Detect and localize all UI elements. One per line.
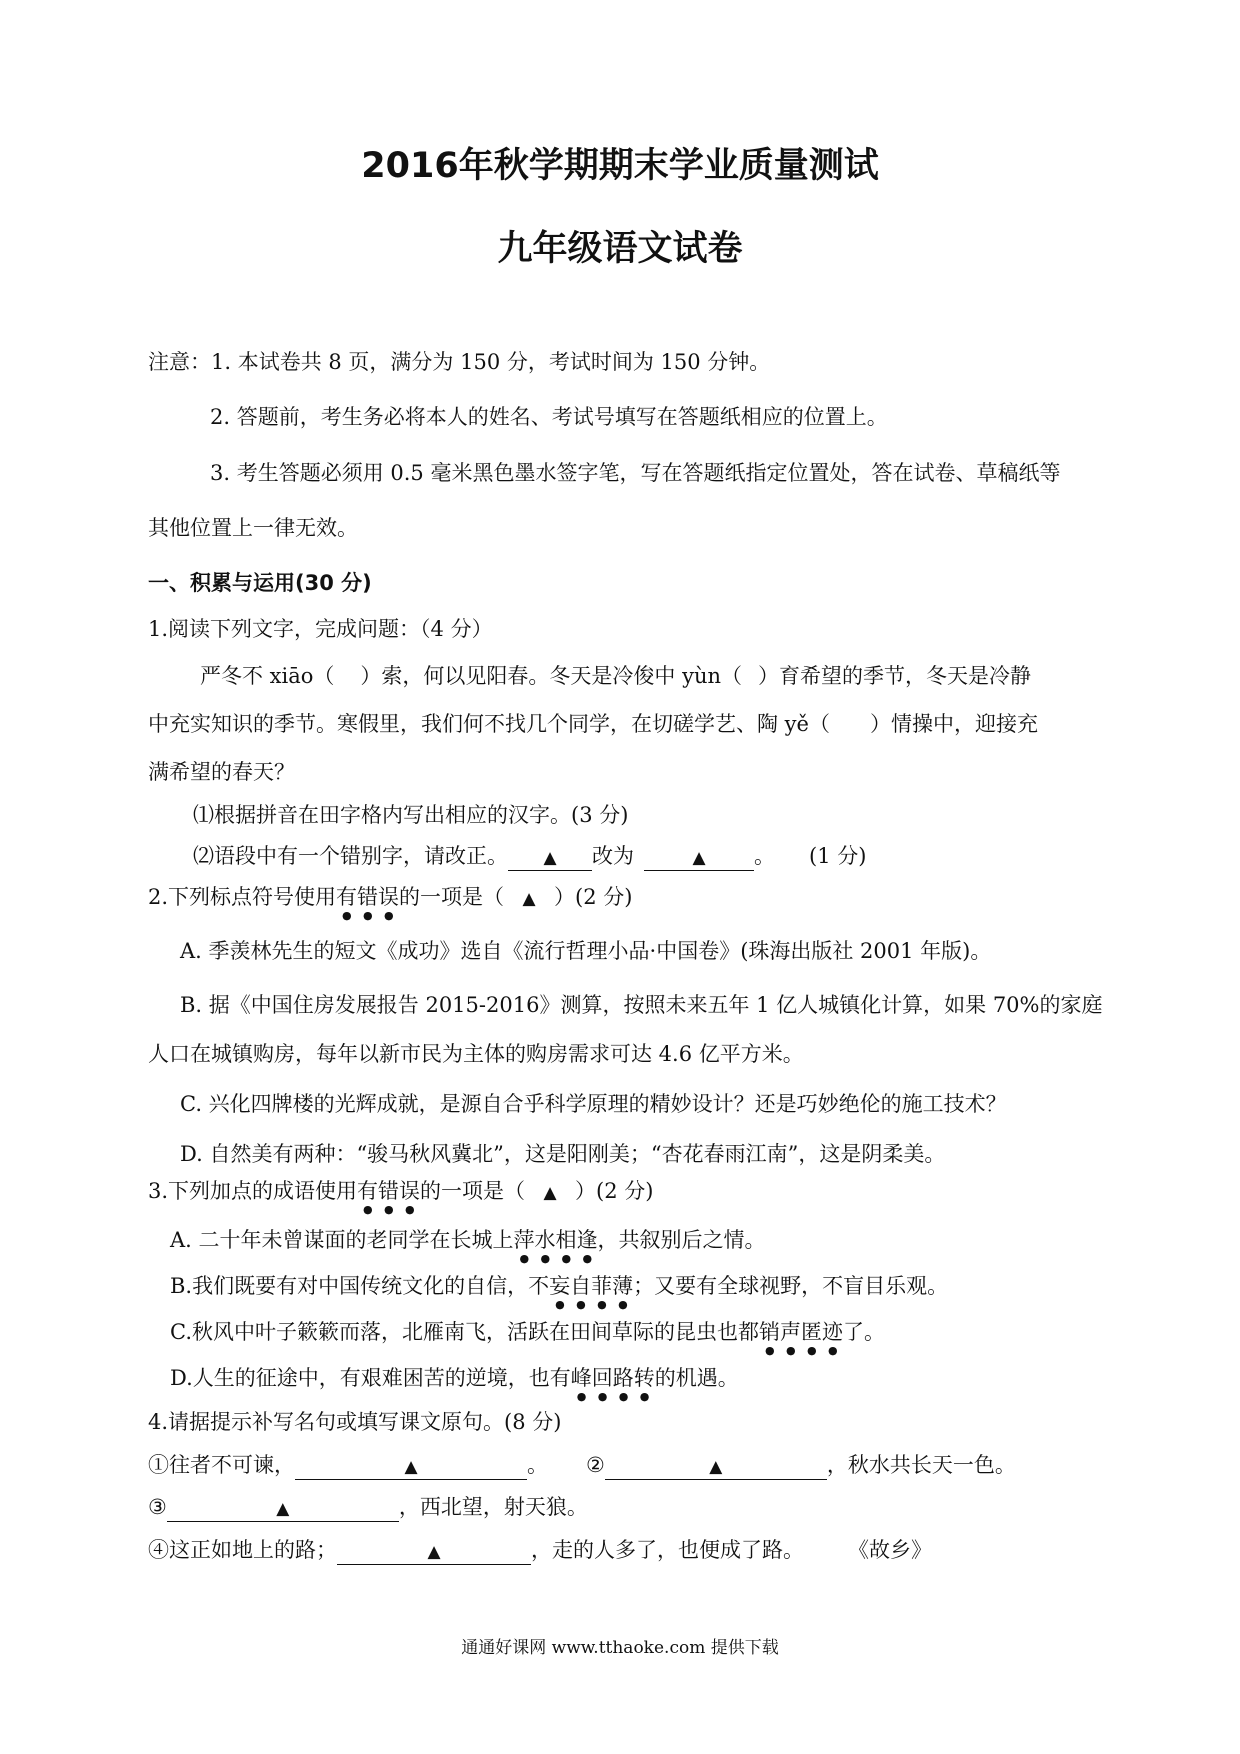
q1-passage-line-3: 满希望的春天？ — [148, 760, 295, 784]
q2-option-c: C. 兴化四牌楼的光辉成就，是源自合乎科学原理的精妙设计？还是巧妙绝伦的施工技术？ — [180, 1092, 1007, 1116]
triangle-icon: ▲ — [709, 1457, 723, 1477]
q4-stem: 4.请据提示补写名句或填写课文原句。(8 分) — [148, 1410, 562, 1434]
q1-sub-2-score: (1 分) — [809, 844, 867, 868]
q4-source: 《故乡》 — [848, 1538, 932, 1562]
q3-idiom: 妄自菲薄 — [549, 1274, 634, 1298]
q1-sub-2-text: 。 — [754, 844, 775, 868]
q2-stem-text: ）(2 分) — [554, 885, 633, 909]
q2-option-b-line-2: 人口在城镇购房，每年以新市民为主体的购房需求可达 4.6 亿平方米。 — [148, 1042, 804, 1066]
triangle-icon: ▲ — [543, 848, 557, 868]
q2-stem-text: 的一项是（ — [399, 885, 505, 909]
q4-text: 。 — [527, 1453, 548, 1477]
q3-stem — [148, 1176, 653, 1216]
q3-option-c — [170, 1317, 885, 1357]
triangle-icon: ▲ — [427, 1542, 441, 1562]
q1-passage-line-2 — [148, 709, 1038, 739]
q1-passage-text: ）情操中，迎接充 — [869, 712, 1038, 736]
answer-blank[interactable] — [167, 1495, 399, 1522]
q1-sub-1: ⑴根据拼音在田字格内写出相应的汉字。(3 分) — [193, 803, 629, 827]
q3-option-text: D.人生的征途中，有艰难困苦的逆境，也有 — [170, 1366, 571, 1390]
q1-passage-text: ）索，何以见阳春。冬天是冷俊中 yùn（ — [360, 664, 742, 688]
q3-option-text: 了。 — [843, 1320, 885, 1344]
q2-option-a: A. 季羡林先生的短文《成功》选自《流行哲理小品·中国卷》(珠海出版社 2001 年版)。 — [180, 939, 992, 963]
q4-text: ④这正如地上的路； — [148, 1538, 337, 1562]
q3-stem-text: 3.下列加点的成语使用 — [148, 1179, 358, 1203]
q3-option-text: ，共叙别后之情。 — [597, 1228, 766, 1252]
q3-option-text: A. 二十年未曾谋面的老同学在长城上 — [170, 1228, 514, 1252]
q1-passage-text: 中充实知识的季节。寒假里，我们何不找几个同学，在切磋学艺、陶 yě（ — [148, 712, 830, 736]
answer-blank[interactable] — [644, 844, 754, 871]
q1-passage-text: 严冬不 xiāo（ — [200, 664, 335, 688]
q1-stem: 1.阅读下列文字，完成问题：（4 分） — [148, 617, 493, 641]
q3-option-d — [170, 1363, 739, 1403]
page-footer: 通通好课网 www.tthaoke.com 提供下载 — [461, 1638, 779, 1658]
q3-option-text: B.我们既要有对中国传统文化的自信，不 — [170, 1274, 550, 1298]
q2-option-b-line-1: B. 据《中国住房发展报告 2015-2016》测算，按照未来五年 1 亿人城镇化计算，如果 70%的家庭 — [180, 993, 1103, 1017]
q3-option-text: C.秋风中叶子簌簌而落，北雁南飞，活跃在田间草际的昆虫也都 — [170, 1320, 759, 1344]
q2-stem — [148, 882, 632, 922]
q4-text: ，秋水共长天一色。 — [826, 1453, 1016, 1477]
q3-idiom: 萍水相逢 — [513, 1228, 598, 1252]
note-1 — [148, 347, 770, 377]
q4-text: ，西北望，射天狼。 — [398, 1495, 588, 1519]
triangle-icon: ▲ — [522, 889, 536, 909]
q4-text: ①往者不可谏， — [148, 1453, 295, 1477]
section-heading: 一、积累与运用(30 分) — [148, 571, 372, 595]
q4-text: ② — [586, 1453, 605, 1477]
q3-stem-text: 的一项是（ — [420, 1179, 526, 1203]
q4-line-1 — [148, 1450, 1016, 1480]
q4-text: ③ — [148, 1495, 167, 1519]
q4-text: ，走的人多了，也便成了路。 — [531, 1538, 804, 1562]
q3-idiom: 峰回路转 — [570, 1366, 655, 1390]
answer-blank[interactable] — [508, 844, 592, 871]
q4-line-3 — [148, 1535, 932, 1565]
q3-stem-text: ）(2 分) — [575, 1179, 654, 1203]
q1-passage-text: ）育希望的季节，冬天是冷静 — [758, 664, 1031, 688]
q3-stem-emphasis: 有错误 — [357, 1179, 421, 1203]
q2-stem-text: 2.下列标点符号使用 — [148, 885, 337, 909]
q3-idiom: 销声匿迹 — [759, 1320, 843, 1344]
exam-subtitle: 九年级语文试卷 — [497, 229, 743, 269]
q4-line-2 — [148, 1492, 588, 1522]
q3-option-a — [170, 1225, 766, 1265]
q2-option-d: D. 自然美有两种：“骏马秋风冀北”，这是阳刚美；“杏花春雨江南”，这是阴柔美。 — [180, 1142, 946, 1166]
note-prefix: 注意： — [148, 350, 211, 374]
exam-title: 2016年秋学期期末学业质量测试 — [361, 146, 879, 186]
note-1-text: 1. 本试卷共 8 页，满分为 150 分，考试时间为 150 分钟。 — [211, 350, 771, 374]
q1-sub-2 — [193, 841, 866, 871]
answer-blank[interactable] — [605, 1453, 827, 1480]
q1-passage-line-1 — [200, 661, 1031, 691]
q2-stem-emphasis: 有错误 — [336, 885, 400, 909]
note-3-line-2: 其他位置上一律无效。 — [148, 516, 358, 540]
q1-sub-2-text: 改为 — [592, 844, 634, 868]
q3-option-text: ；又要有全球视野，不盲目乐观。 — [633, 1274, 949, 1298]
answer-blank[interactable] — [295, 1453, 527, 1480]
q1-sub-2-text: ⑵语段中有一个错别字，请改正。 — [193, 844, 508, 868]
triangle-icon: ▲ — [404, 1457, 418, 1477]
answer-blank[interactable] — [337, 1538, 531, 1565]
q3-option-text: 的机遇。 — [654, 1366, 739, 1390]
triangle-icon: ▲ — [692, 848, 706, 868]
note-3-line-1: 3. 考生答题必须用 0.5 毫米黑色墨水签字笔，写在答题纸指定位置处，答在试卷、草稿纸等 — [210, 461, 1061, 485]
triangle-icon: ▲ — [276, 1499, 290, 1519]
note-2: 2. 答题前，考生务必将本人的姓名、考试号填写在答题纸相应的位置上。 — [210, 405, 888, 429]
q3-option-b — [170, 1271, 948, 1311]
triangle-icon: ▲ — [543, 1183, 557, 1203]
